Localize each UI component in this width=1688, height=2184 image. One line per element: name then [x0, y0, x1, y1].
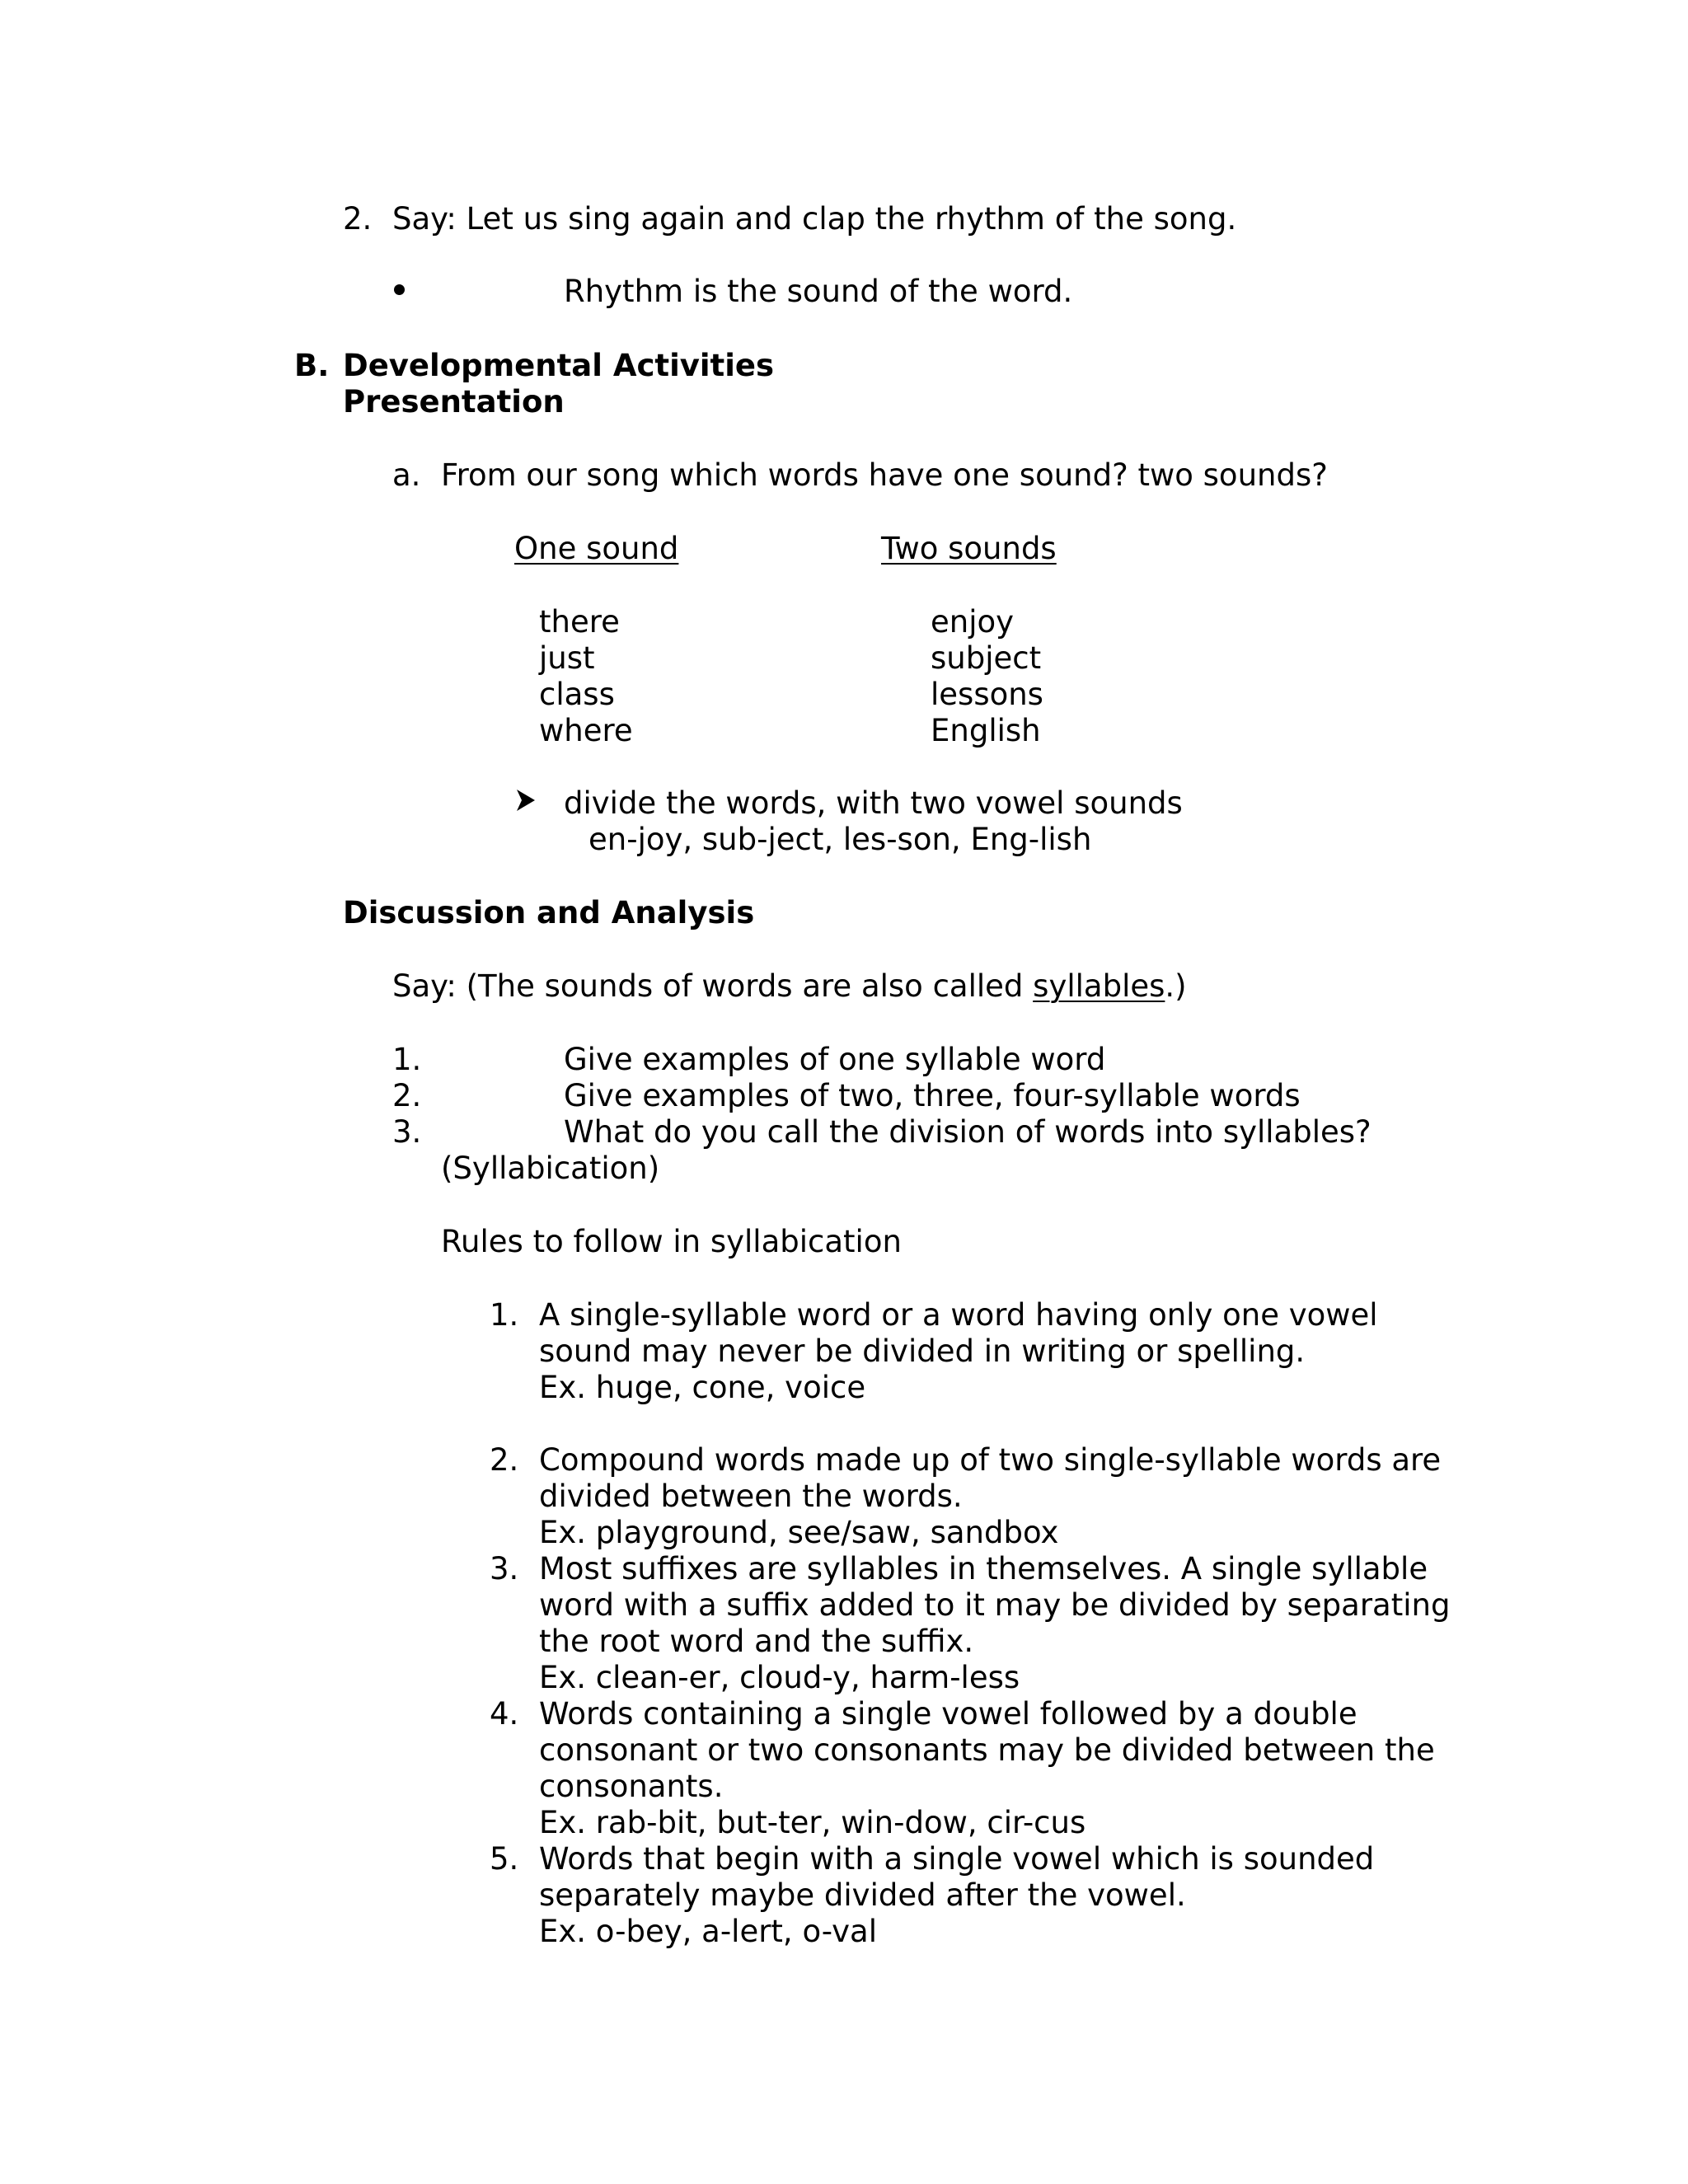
divide-note-line1: divide the words, with two vowel sounds	[564, 785, 1183, 821]
rule-example: Ex. playground, see/saw, sandbox	[539, 1515, 1059, 1550]
say-prefix: Say: (The sounds of words are also called	[392, 968, 1034, 1004]
question-number: 1.	[392, 1042, 422, 1077]
rule-line: word with a suffix added to it may be divided by separating	[539, 1587, 1451, 1623]
step-2-text: Say: Let us sing again and clap the rhythm of the song.	[392, 201, 1237, 237]
rule-number: 4.	[490, 1696, 519, 1732]
rule-example: Ex. huge, cone, voice	[539, 1370, 866, 1405]
rule-line: Words containing a single vowel followed by a double	[539, 1696, 1357, 1732]
rule-line: Words that begin with a single vowel which is sounded	[539, 1841, 1375, 1877]
question-answer: (Syllabication)	[441, 1151, 660, 1186]
rhythm-note: Rhythm is the sound of the word.	[564, 274, 1073, 309]
one-sound-word: where	[539, 713, 633, 748]
rule-line: consonants.	[539, 1769, 724, 1804]
question-text: Give examples of two, three, four-syllable words	[564, 1078, 1301, 1113]
section-heading: Developmental Activities	[343, 348, 775, 383]
step-2-number: 2.	[343, 201, 373, 237]
bullet-dot-icon	[394, 284, 405, 295]
one-sound-header: One sound	[514, 531, 679, 566]
one-sound-word: there	[539, 604, 620, 640]
two-sounds-header: Two sounds	[881, 531, 1057, 566]
rule-line: Compound words made up of two single-syllable words are	[539, 1442, 1442, 1478]
discussion-heading: Discussion and Analysis	[343, 895, 755, 930]
question-a-marker: a.	[392, 457, 421, 493]
one-sound-word: class	[539, 677, 615, 712]
question-number: 3.	[392, 1114, 422, 1150]
rule-line: divided between the words.	[539, 1479, 963, 1514]
divide-note-line2: en-joy, sub-ject, les-son, Eng-lish	[588, 822, 1092, 857]
rule-line: sound may never be divided in writing or spelling.	[539, 1333, 1306, 1369]
question-text: Give examples of one syllable word	[564, 1042, 1106, 1077]
say-suffix: .)	[1165, 968, 1187, 1004]
question-text: What do you call the division of words into syllables?	[564, 1114, 1372, 1150]
rule-line: A single-syllable word or a word having only one vowel	[539, 1297, 1378, 1333]
question-a-text: From our song which words have one sound? two sounds?	[441, 457, 1328, 493]
two-sounds-word: enjoy	[931, 604, 1015, 640]
two-sounds-word: subject	[931, 640, 1042, 676]
rule-line: separately maybe divided after the vowel.	[539, 1877, 1186, 1913]
section-letter: B.	[294, 348, 330, 383]
section-subheading: Presentation	[343, 384, 565, 419]
syllables-term: syllables	[1033, 968, 1165, 1004]
one-sound-word: just	[539, 640, 595, 676]
rule-example: Ex. clean-er, cloud-y, harm-less	[539, 1660, 1020, 1695]
rules-heading: Rules to follow in syllabication	[441, 1224, 902, 1259]
rule-number: 1.	[490, 1297, 519, 1333]
question-number: 2.	[392, 1078, 422, 1113]
arrow-bullet-icon	[517, 790, 535, 811]
two-sounds-word: lessons	[931, 677, 1043, 712]
rule-number: 5.	[490, 1841, 519, 1877]
rule-line: Most suffixes are syllables in themselves. A single syllable	[539, 1551, 1428, 1586]
rule-line: the root word and the suffix.	[539, 1624, 974, 1659]
rule-number: 2.	[490, 1442, 519, 1478]
rule-number: 3.	[490, 1551, 519, 1586]
two-sounds-word: English	[931, 713, 1041, 748]
rule-example: Ex. o-bey, a-lert, o-val	[539, 1914, 877, 1949]
say-syllables-line	[392, 968, 1187, 1004]
rule-example: Ex. rab-bit, but-ter, win-dow, cir-cus	[539, 1805, 1086, 1840]
rule-line: consonant or two consonants may be divided between the	[539, 1732, 1435, 1768]
